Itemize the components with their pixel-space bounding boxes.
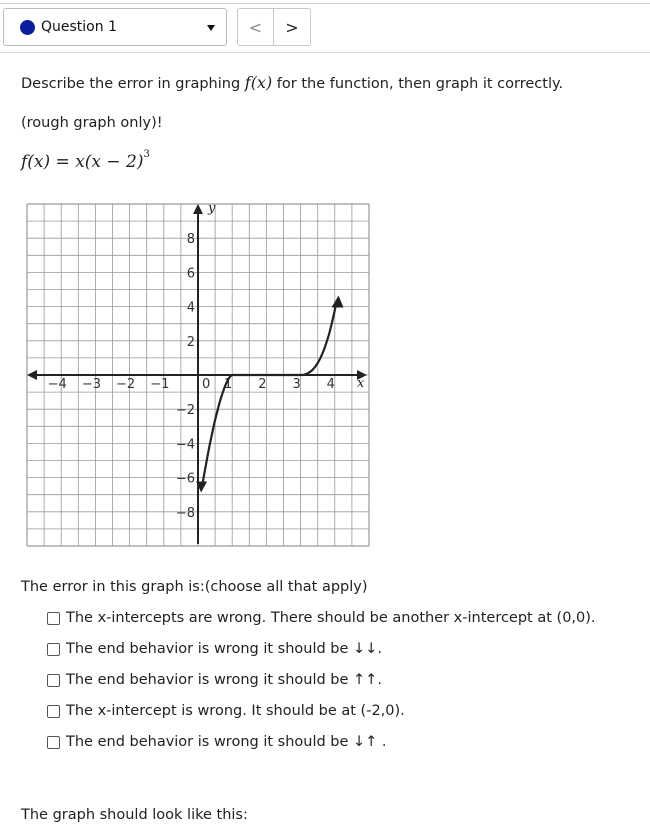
question-label: Question 1: [41, 19, 117, 35]
y-tick-label: 2: [186, 334, 195, 350]
option-1[interactable]: [47, 610, 596, 626]
option-1-label: The x-intercepts are wrong. There should be another x-intercept at (0,0).: [66, 610, 596, 626]
checkbox-4[interactable]: [47, 705, 60, 718]
x-axis-label: x: [357, 376, 365, 391]
option-2[interactable]: [47, 641, 382, 657]
graph-svg: [24, 199, 372, 551]
x-tick-label: −2: [116, 377, 136, 392]
y-tick-label: −6: [175, 471, 195, 487]
y-tick-label: 6: [186, 266, 195, 282]
prompt-text-before: Describe the error in graphing: [21, 76, 245, 92]
chevron-right-icon: >: [285, 17, 299, 37]
next-question-button[interactable]: [274, 8, 311, 46]
prompt-line-1: [21, 73, 563, 92]
y-tick-label: 4: [186, 300, 195, 316]
checkbox-1[interactable]: [47, 612, 60, 625]
question-instruction: The error in this graph is:(choose all that apply): [21, 579, 368, 595]
prompt-text-after: for the function, then graph it correctly.: [272, 76, 564, 92]
checkbox-3[interactable]: [47, 674, 60, 687]
x-tick-label: 2: [258, 377, 267, 392]
header-divider: [0, 52, 650, 53]
function-formula: [21, 149, 150, 172]
checkbox-5[interactable]: [47, 736, 60, 749]
option-5-label: The end behavior is wrong it should be ↓↑ .: [66, 734, 387, 750]
formula-main: f(x) = x(x − 2): [21, 152, 144, 172]
graph-figure: [24, 199, 372, 555]
x-tick-label: −1: [150, 377, 170, 392]
option-3-label: The end behavior is wrong it should be ↑↑.: [66, 672, 382, 688]
formula-exponent: 3: [143, 149, 150, 161]
option-4-label: The x-intercept is wrong. It should be at (-2,0).: [66, 703, 405, 719]
y-tick-label: −2: [175, 403, 195, 419]
option-5[interactable]: [47, 734, 387, 750]
y-tick-label: 8: [186, 232, 195, 248]
x-tick-label: 4: [326, 377, 335, 392]
footer-text: The graph should look like this:: [21, 807, 248, 823]
function-curve: [202, 302, 336, 487]
y-tick-label: −8: [175, 505, 195, 521]
x-axis-arrow-left: [27, 370, 37, 380]
checkbox-2[interactable]: [47, 643, 60, 656]
prompt-math: f(x): [244, 73, 273, 92]
prompt-line-2: (rough graph only)!: [21, 115, 163, 131]
option-4[interactable]: [47, 703, 405, 719]
top-divider: [0, 3, 650, 4]
x-tick-label: 3: [292, 377, 301, 392]
x-tick-label: 0: [202, 377, 211, 392]
y-axis-arrow: [193, 204, 203, 214]
y-axis-label: y: [208, 201, 216, 216]
y-tick-label: −4: [175, 437, 195, 453]
option-2-label: The end behavior is wrong it should be ↓↓.: [66, 641, 382, 657]
caret-down-icon: [207, 25, 215, 31]
x-tick-label: −3: [81, 377, 101, 392]
x-tick-label: 1: [224, 377, 233, 392]
option-3[interactable]: [47, 672, 382, 688]
question-selector[interactable]: [3, 8, 227, 46]
x-tick-label: −4: [47, 377, 67, 392]
previous-question-button[interactable]: [237, 8, 274, 46]
chevron-left-icon: <: [248, 17, 263, 37]
question-status-dot: [20, 20, 35, 35]
curve-arrow-up: [332, 295, 344, 307]
